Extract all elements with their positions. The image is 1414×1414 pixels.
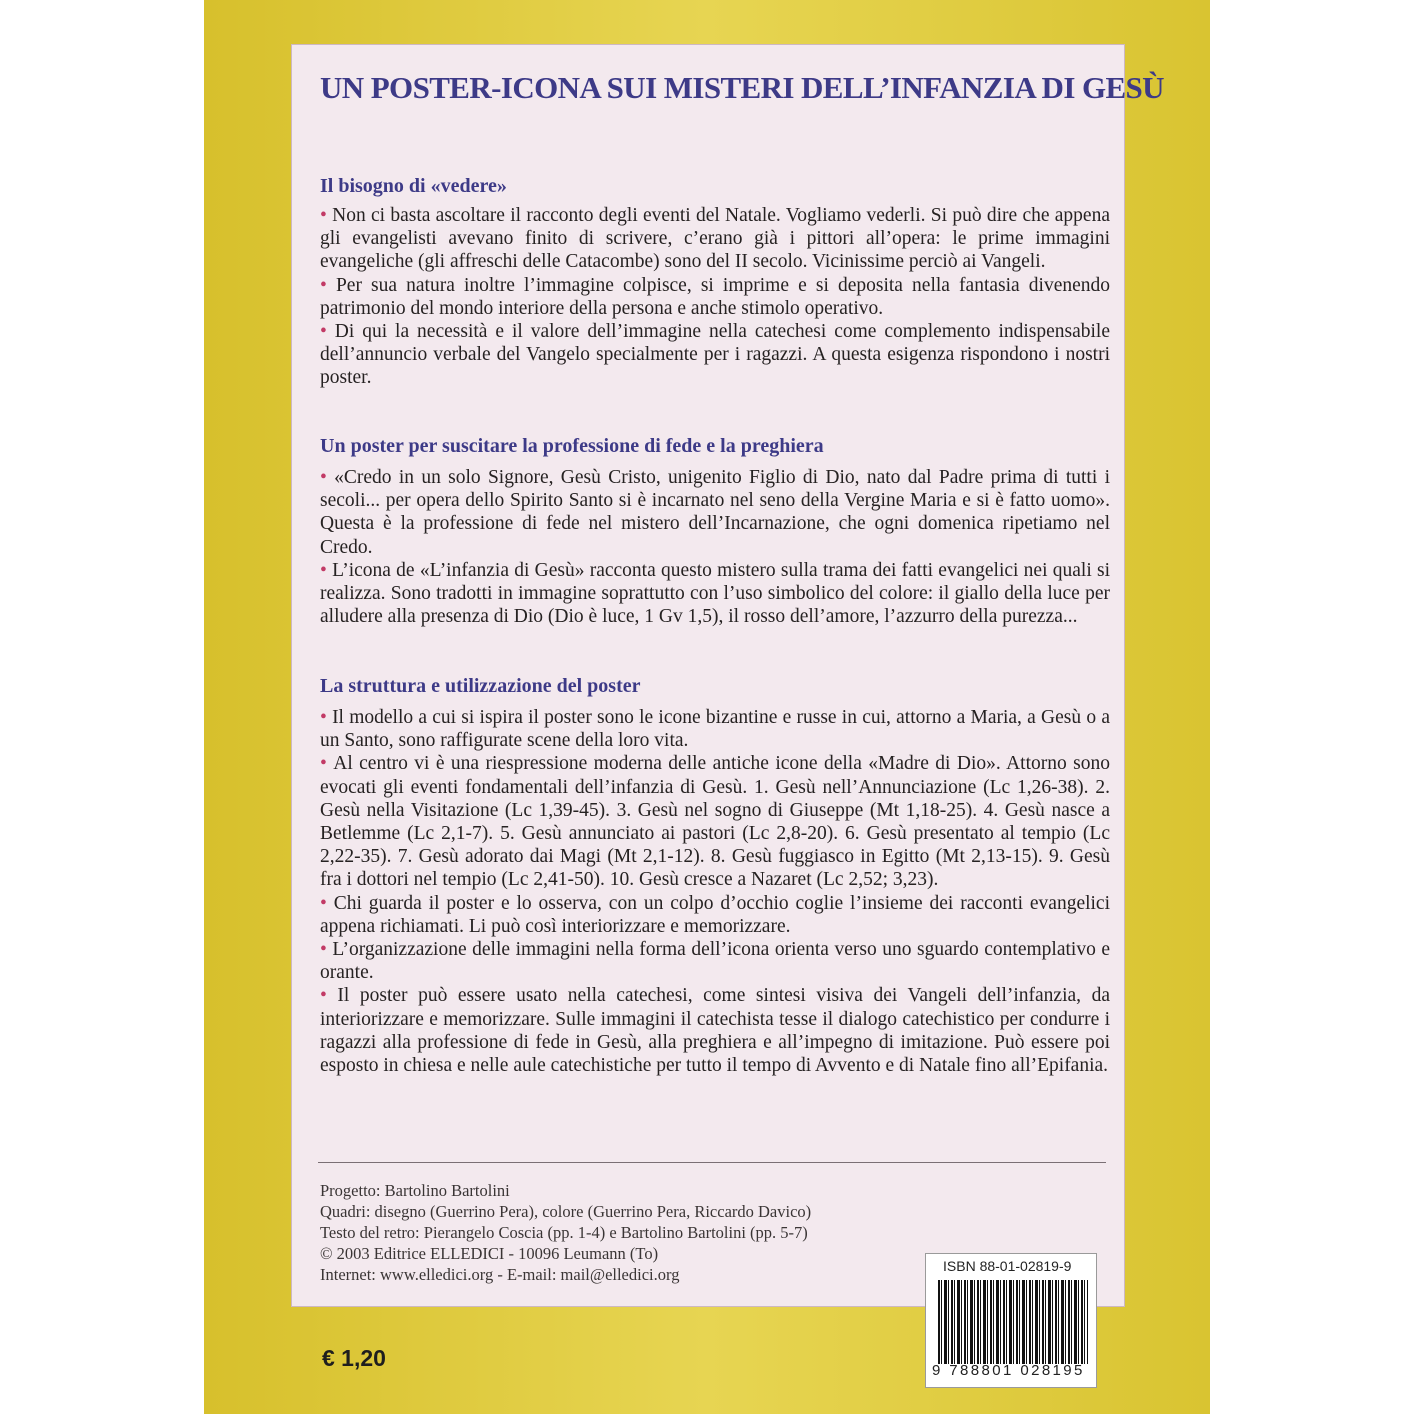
price-label: € 1,20 <box>322 1345 386 1371</box>
credit-line: Testo del retro: Pierangelo Coscia (pp. 1-4) e Bartolino Bartolini (pp. 5-7) <box>320 1223 808 1242</box>
credit-line: Quadri: disegno (Guerrino Pera), colore (Guerrino Pera, Riccardo Davico) <box>320 1202 812 1221</box>
ean-number: 9 788801 028195 <box>932 1362 1085 1379</box>
paragraph: • Non ci basta ascoltare il racconto degli eventi del Natale. Vogliamo vederli. Si può dire che appena gli evangelisti avevano finito di scrivere, c’erano già i pittori all’opera: le prime immagini evangeliche (gli affreschi delle Catacombe) sono del II secolo. Vicinissime perciò ai Vangeli. <box>320 204 1110 274</box>
paragraph: • Chi guarda il poster e lo osserva, con un colpo d’occhio coglie l’insieme dei racconti evangelici appena richiamati. Li può così interiorizzare e memorizzare. <box>320 892 1110 938</box>
barcode-bars-icon <box>938 1280 1088 1364</box>
credit-line: Internet: www.elledici.org - E-mail: mail@elledici.org <box>320 1265 680 1284</box>
paragraph: • «Credo in un solo Signore, Gesù Cristo, unigenito Figlio di Dio, nato dal Padre prima di tutti i secoli... per opera dello Spirito Santo si è incarnato nel seno della Vergine Maria e si è fatto uomo». Questa è la professione di fede nel mistero dell’Incarnazione, che ogni domenica ripetiamo nel Credo. <box>320 466 1110 559</box>
paragraph: • L’organizzazione delle immagini nella forma dell’icona orienta verso uno sguardo contemplativo e orante. <box>320 938 1110 984</box>
section-body <box>320 466 1110 628</box>
credit-line: © 2003 Editrice ELLEDICI - 10096 Leumann (To) <box>320 1244 659 1263</box>
page-title: UN POSTER-ICONA SUI MISTERI DELL’INFANZIA DI GESÙ <box>320 70 1164 105</box>
credits-block <box>320 1180 920 1285</box>
section-heading: La struttura e utilizzazione del poster <box>320 675 641 697</box>
paragraph: • Per sua natura inoltre l’immagine colpisce, si imprime e si deposita nella fantasia divenendo patrimonio del mondo interiore della persona e anche stimolo operativo. <box>320 274 1110 320</box>
footer-divider <box>318 1162 1106 1163</box>
credit-line: Progetto: Bartolino Bartolini <box>320 1181 510 1200</box>
paragraph: • L’icona de «L’infanzia di Gesù» racconta questo mistero sulla trama dei fatti evangelici nei quali si realizza. Sono tradotti in immagine soprattutto con l’uso simbolico del colore: il giallo della luce per alludere alla presenza di Dio (Dio è luce, 1 Gv 1,5), il rosso dell’amore, l’azzurro della purezza... <box>320 559 1110 629</box>
section-body <box>320 204 1110 390</box>
section-heading: Il bisogno di «vedere» <box>320 175 507 197</box>
paragraph: • Al centro vi è una riespressione moderna delle antiche icone della «Madre di Dio». Attorno sono evocati gli eventi fondamentali dell’infanzia di Gesù. 1. Gesù nell’Annunciazione (Lc 1,26-38). 2. Gesù nella Visitazione (Lc 1,39-45). 3. Gesù nel sogno di Giuseppe (Mt 1,18-25). 4. Gesù nasce a Betlemme (Lc 2,1-7). 5. Gesù annunciato ai pastori (Lc 2,8-20). 6. Gesù presentato al tempio (Lc 2,22-35). 7. Gesù adorato dai Magi (Mt 2,1-12). 8. Gesù fuggiasco in Egitto (Mt 2,13-15). 9. Gesù fra i dottori nel tempio (Lc 2,41-50). 10. Gesù cresce a Nazaret (Lc 2,52; 3,23). <box>320 752 1110 891</box>
isbn-text: ISBN 88-01-02819-9 <box>943 1258 1072 1274</box>
paragraph: • Di qui la necessità e il valore dell’immagine nella catechesi come complemento indispensabile dell’annuncio verbale del Vangelo specialmente per i ragazzi. A questa esigenza rispondono i nostri poster. <box>320 320 1110 390</box>
barcode <box>925 1253 1097 1388</box>
paragraph: • Il modello a cui si ispira il poster sono le icone bizantine e russe in cui, attorno a Maria, a Gesù o a un Santo, sono raffigurate scene della loro vita. <box>320 706 1110 752</box>
paragraph: • Il poster può essere usato nella catechesi, come sintesi visiva dei Vangeli dell’infanzia, da interiorizzare e memorizzare. Sulle immagini il catechista tesse il dialogo catechistico per condurre i ragazzi alla professione di fede in Gesù, alla preghiera e all’impegno di imitazione. Può essere poi esposto in chiesa e nelle aule catechistiche per tutto il tempo di Avvento e di Natale fino all’Epifania. <box>320 984 1110 1077</box>
section-body <box>320 706 1110 1077</box>
section-heading: Un poster per suscitare la professione di fede e la preghiera <box>320 435 824 457</box>
